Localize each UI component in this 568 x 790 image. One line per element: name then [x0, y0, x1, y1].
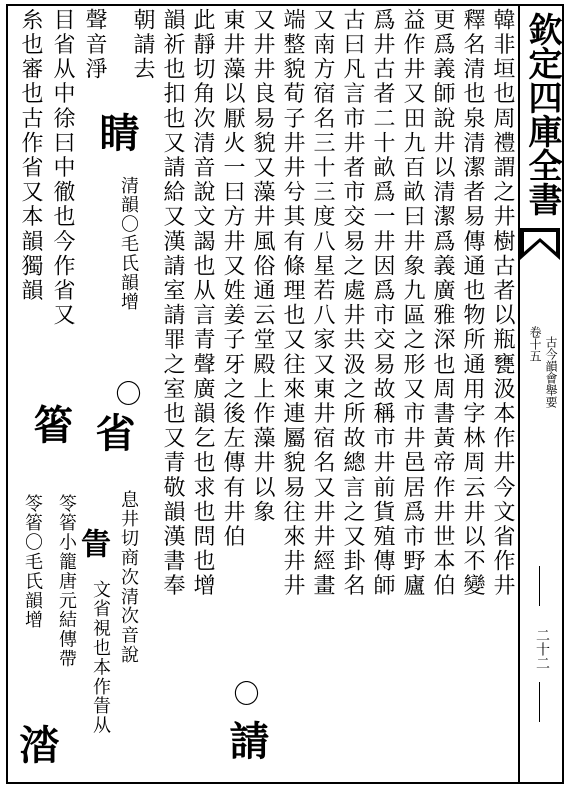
- text-column-13-gloss: 清韻〇毛氏韻增: [118, 176, 139, 312]
- head-character-jing: 睛: [93, 112, 140, 152]
- text-column-13-rest: 息井切商次清次音說: [118, 490, 139, 665]
- text-column-14-top: 聲音淨: [82, 8, 107, 82]
- page-header-strip: [520, 4, 564, 784]
- text-column-15-rest: 笭箵小籠唐元結傳帶: [56, 494, 77, 669]
- collection-title: 欽定四庫全書: [522, 12, 562, 216]
- text-column-3: 更爲義師說井以清潔爲義廣雅深也周書黃帝作井世本伯: [430, 8, 455, 599]
- text-column-2: 釋名清也泉清潔者易傳通也物所通用字林周云井以不變: [460, 8, 485, 599]
- text-column-15: 目省从中徐曰中徹也今作省又: [50, 8, 75, 328]
- head-character-sheng: 省: [89, 412, 136, 452]
- head-character-qing: 請: [223, 720, 270, 760]
- text-column-12: 韻祈也扣也又請給又漢請室請罪之室也又青敬韻漢書奉: [160, 8, 185, 599]
- margin-tick-upper: [539, 566, 540, 606]
- head-circle-marker: 〇: [229, 680, 259, 709]
- column-10-text: 東井藻以厭火一曰方井又姓姜子牙之後左傳有井伯: [220, 8, 245, 550]
- text-column-7: 又南方宿名三十三度八星若八家又東井宿名又井井經畫: [310, 8, 335, 599]
- page-number: 二十二: [534, 628, 550, 670]
- circle-marker-sheng: 〇: [111, 380, 141, 409]
- text-column-1: 韓非垣也周禮謂之井樹古者以瓶甕汲本作井今文省作井: [490, 8, 515, 599]
- text-column-4: 益作井又田九百畝曰井象九區之形又市井邑居爲市野廬: [400, 8, 425, 599]
- text-column-8: 端整貌荀子井井兮其有條理也又往來連屬貌易往來井井: [280, 8, 305, 599]
- text-column-13-top: 朝請去: [130, 8, 155, 82]
- text-column-11: 此靜切角次清音說文謁也从言青聲廣韻乞也求也問也增: [190, 8, 215, 599]
- text-column-9: [248, 8, 276, 780]
- head-character-xing: 箵: [27, 404, 74, 444]
- column-9-text: 又井井良易貌又藻井風俗通云堂殿上作藻井以象: [250, 8, 275, 525]
- text-column-14-rest: 文省視也本作眚从: [90, 580, 111, 736]
- head-character-ta: 涾: [13, 724, 60, 764]
- volume-label: 卷十五: [528, 326, 542, 362]
- head-character-sheng-variant: 眚: [75, 528, 110, 558]
- text-column-6: 古曰凡言市井者市交易之處井共汲之所故總言之又卦名: [340, 8, 365, 599]
- text-column-16: 糸也審也古作省又本韻獨韻: [18, 8, 43, 304]
- text-column-5: 爲井古者二十畝爲一井因爲市交易故稱市井前貨殖傳師: [370, 8, 395, 599]
- text-column-16-rest: 笭箵〇毛氏韻增: [22, 494, 43, 630]
- fishtail-ornament-icon: [520, 228, 560, 260]
- book-title: 古今韻會舉要: [544, 336, 558, 408]
- text-column-10: [218, 8, 246, 780]
- margin-tick-lower: [539, 682, 540, 722]
